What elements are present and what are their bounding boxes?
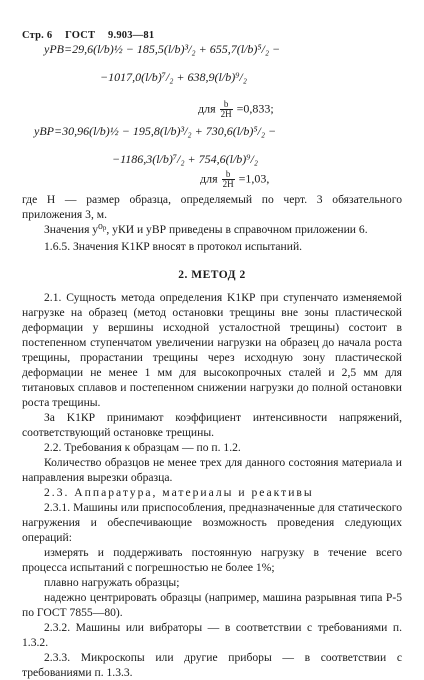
paragraph-measure-load: измерять и поддерживать постоянную нагрузку в течение всего процесса испытаний с погрешностью не более 1%; bbox=[22, 546, 402, 574]
condition-2-value: =1,03, bbox=[238, 171, 270, 186]
text-block-2 bbox=[22, 290, 402, 680]
condition-2-prefix: для bbox=[200, 171, 218, 186]
paragraph-2-3-2: 2.3.2. Машины или вибраторы — в соответствии с требованиями п. 1.3.2. bbox=[22, 621, 402, 649]
formula-1-line-1: yРВ=29,6(l/b)½ − 185,5(l/b)³/₂ + 655,7(l/b)⁵/₂ − bbox=[44, 42, 281, 56]
formula-2-line-1: yВР=30,96(l/b)½ − 195,8(l/b)³/₂ + 730,6(l/b)⁵/₂ − bbox=[34, 124, 277, 138]
paragraph-2-2: 2.2. Требования к образцам — по п. 1.2. bbox=[44, 441, 241, 454]
condition-2-fraction: $\frac{b}{2H}$ bbox=[222, 169, 234, 189]
paragraph-2-3: 2.3. Аппаратура, материалы и реактивы bbox=[44, 486, 314, 499]
paragraph-where-h: где H — размер образца, определяемый по черт. 3 обязательного приложения 3, м. bbox=[22, 193, 402, 221]
condition-1-fraction: $\frac{b}{2H}$ bbox=[220, 99, 232, 119]
paragraph-specimen-count: Количество образцов не менее трех для данного состояния материала и направления вырезки образца. bbox=[22, 456, 402, 484]
formula-2-line-2: −1186,3(l/b)⁷/₂ + 754,6(l/b)⁹/₂ bbox=[112, 152, 258, 166]
standard-number: 9.903—81 bbox=[108, 30, 155, 41]
paragraph-criterion: За K1КР принимают коэффициент интенсивности напряжений, соответствующий остановке трещины. bbox=[22, 411, 402, 439]
paragraph-2-3-3: 2.3.3. Микроскопы или другие приборы — в соответствии с требованиями п. 1.3.3. bbox=[22, 651, 402, 679]
condition-2 bbox=[200, 170, 269, 189]
section-title: 2. МЕТОД 2 bbox=[178, 269, 246, 281]
condition-1-value: =0,833; bbox=[236, 101, 274, 116]
paragraph-1-6-5: 1.6.5. Значения K1КР вносят в протокол испытаний. bbox=[44, 240, 303, 253]
standard-label: ГОСТ bbox=[65, 30, 96, 41]
paragraph-smooth-load: плавно нагружать образцы; bbox=[44, 576, 180, 589]
condition-1 bbox=[198, 100, 274, 119]
condition-1-prefix: для bbox=[198, 101, 216, 116]
paragraph-centering: надежно центрировать образцы (например, машина разрывная типа Р-5 по ГОСТ 7855—80). bbox=[22, 591, 402, 619]
paragraph-2-3-1: 2.3.1. Машины или приспособления, предназначенные для статического нагружения и обеспечивающие возможность проведения следующих операций: bbox=[22, 501, 402, 544]
paragraph-2-1: 2.1. Сущность метода определения K1КР при ступенчато изменяемой нагрузке на образец (метод остановки трещины вне зоны пластической деформации у вершины исходной усталостной трещины) состоит в постепенном ступенчатом увеличении нагрузки на образец до начала роста трещины, прорастании трещины через исходную зону пластической деформации не менее 1 мм для высокопрочных сталей и 2,5 мм для титановых сплавов и постепенном снижении нагрузки до полной остановки роста трещины. bbox=[22, 291, 402, 409]
text-block-1 bbox=[22, 192, 402, 254]
paragraph-values: Значения y⁰ᵖ, yКИ и yВР приведены в справочном приложении 6. bbox=[44, 223, 368, 236]
page-header bbox=[22, 28, 164, 43]
page-number: Стр. 6 bbox=[22, 30, 53, 41]
formula-1-line-2: −1017,0(l/b)⁷/₂ + 638,9(l/b)⁹/₂ bbox=[100, 70, 247, 84]
